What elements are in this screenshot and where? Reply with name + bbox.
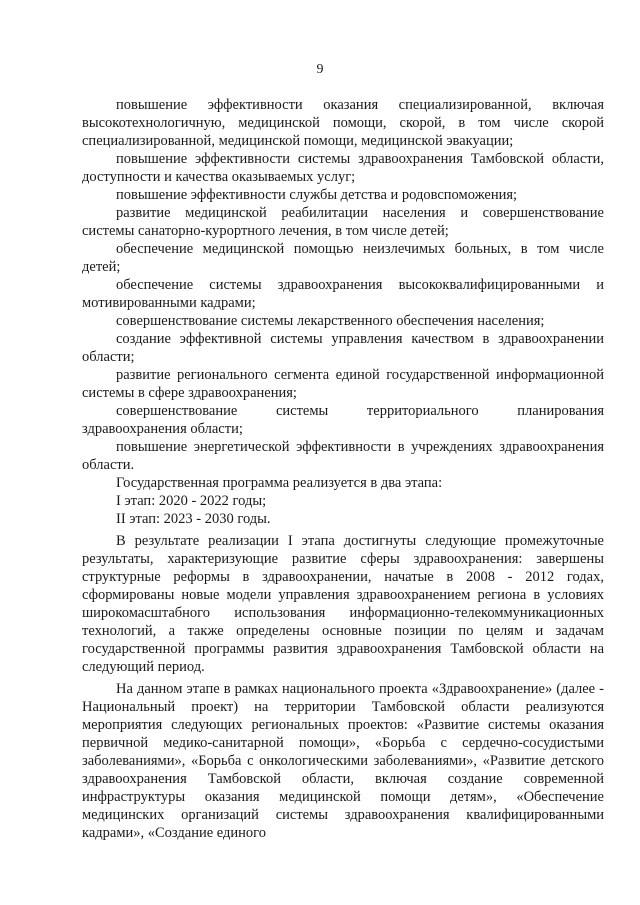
stages-intro: Государственная программа реализуется в два этапа: bbox=[116, 475, 443, 491]
stage-two: II этап: 2023 - 2030 годы. bbox=[116, 511, 271, 527]
list-item-staffing: обеспечение системы здравоохранения высококвалифицированными и мотивированными кадрами; bbox=[82, 277, 604, 311]
list-item-palliative-care: обеспечение медицинской помощью неизлечимых больных, в том числе детей; bbox=[82, 241, 604, 275]
list-item-rehabilitation: развитие медицинской реабилитации населения и совершенствование системы санаторно-курортного лечения, в том числе детей; bbox=[82, 205, 604, 239]
list-item-healthcare-efficiency: повышение эффективности системы здравоохранения Тамбовской области, доступности и качества оказываемых услуг; bbox=[82, 151, 604, 185]
stage-one: I этап: 2020 - 2022 годы; bbox=[116, 493, 267, 509]
list-item-information-system: развитие регионального сегмента единой государственной информационной системы в сфере здравоохранения; bbox=[82, 367, 604, 401]
document-body bbox=[82, 96, 604, 842]
list-item-drug-supply: совершенствование системы лекарственного обеспечения населения; bbox=[116, 313, 545, 329]
paragraph-national-project: На данном этапе в рамках национального проекта «Здравоохранение» (далее - Национальный проект) на территории Тамбовской области реализуются мероприятия следующих региональных проектов: «Развитие системы оказания первичной медико-санитарной помощи», «Борьба с сердечно-сосудистыми заболеваниями», «Борьба с онкологическими заболеваниями», «Развитие детского здравоохранения Тамбовской области, включая создание современной инфраструктуры оказания медицинской помощи детям», «Обеспечение медицинских организаций системы здравоохранения квалифицированными кадрами», «Создание единого bbox=[82, 681, 604, 841]
list-item-energy-efficiency: повышение энергетической эффективности в учреждениях здравоохранения области. bbox=[82, 439, 604, 473]
list-item-territorial-planning: совершенствование системы территориального планирования здравоохранения области; bbox=[82, 403, 604, 437]
list-item-childhood-service: повышение эффективности службы детства и родовспоможения; bbox=[116, 187, 518, 203]
list-item-quality-management: создание эффективной системы управления качеством в здравоохранении области; bbox=[82, 331, 604, 365]
paragraph-results: В результате реализации I этапа достигнуты следующие промежуточные результаты, характеризующие развитие сферы здравоохранения: завершены структурные реформы в здравоохранении, начатые в 2008 - 2012 годах, сформированы новые модели управления здравоохранением региона в условиях широкомасштабного использования информационно-телекоммуникационных технологий, а также определены основные позиции по целям и задачам государственной программы развития здравоохранения Тамбовской области на следующий период. bbox=[82, 533, 604, 675]
list-item-specialized-care: повышение эффективности оказания специализированной, включая высокотехнологичную, медицинской помощи, скорой, в том числе скорой специализированной, медицинской помощи, медицинской эвакуации; bbox=[82, 97, 604, 149]
page-number: 9 bbox=[316, 62, 324, 77]
